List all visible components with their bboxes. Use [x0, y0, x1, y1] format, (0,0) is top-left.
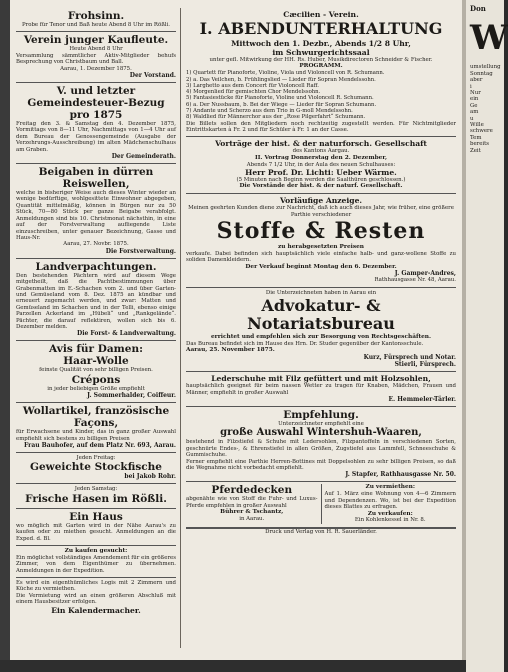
adjacent-text: ein [470, 96, 479, 103]
ad-text: unter gefl. Mitwirkung der HH. Rs. Huber, Musikdirectoren Schneider & Fischer. [209, 57, 433, 63]
ad-text: abgenähte wie von Stoff die Fuhr- und Luxus-Pferde empfehlen in großer Auswahl [186, 496, 318, 509]
ad-text: wo möglich mit Garten wird in der Nähe Aarau's zu kaufen oder zu miethen gesucht. Anmeldungen an die Exped. d. Bl. [16, 522, 176, 542]
ad-text: Die Billets sollen den Mitgliedern noch rechtzeitig zugestellt werden. Für Nichtmitglieder Eintrittskarten à Fr. 2 und für Schüler à Fr. 1 an der Casse. [186, 120, 456, 133]
ad-text: Die Unterzeichneten haben in Aarau ein [265, 289, 377, 296]
ad-text: II. Vortrag Donnerstag den 2. Dezember, [254, 154, 387, 161]
adjacent-masthead-letter: W [470, 18, 508, 59]
ad-title: Zu vermiethen: [365, 484, 416, 491]
ad-title: Zu kaufen gesucht: [64, 548, 128, 555]
ad-signature: Bührer & Tschantz, [220, 509, 284, 516]
ad-text: Herr Prof. Dr. Lichti: Ueber Wärme. [245, 168, 397, 177]
adjacent-text: u [470, 115, 474, 122]
ad-text: hauptsächlich geeignet für beim nassen Wetter zu tragen für Knaben, Mädchen, Frauen und Männer, empfiehlt in großer Auswahl [186, 383, 456, 396]
ad-signature: Frau Bauhofer, auf dem Platz Nr. 693, Aarau. [24, 442, 176, 449]
ad-header: Cæcilien - Verein. [283, 10, 359, 19]
ad-empfehlung [186, 407, 456, 482]
adjacent-page [466, 0, 508, 672]
adjacent-text: Wille [470, 122, 484, 129]
ad-text: Ein Kohlenkessel in Nr. 8. [354, 517, 426, 524]
ad-signature: Die Forst- & Landverwaltung. [77, 330, 176, 338]
ad-signature: Stierli, Fürsprech. [394, 361, 456, 369]
adjacent-header: Don [470, 4, 486, 13]
adjacent-text: aber [470, 77, 483, 84]
ad-subtitle: Crépons [71, 373, 121, 386]
ad-haus [16, 509, 176, 546]
ad-vortraege [186, 137, 456, 194]
ad-beigaben [16, 164, 176, 259]
adjacent-text: Sonntag [470, 70, 493, 77]
ad-text: Den bestehenden Pächtern wird auf diesem Wege mitgetheilt, daß die Pachtbestimmungen über Grabenmatten im E.-Schachen vom 2. und über Garten- und Gemüseland vom 8. Dez. 1875 an kündbar und erneuert zugemacht werden, und zwar: Matten und Gemüseland im Schachen und in der Telli, ebenso einige Parzellen Ackerland im „Hübeli“ und „Rankgelände“. Pächter, die darauf reflektiren, wollen sich bis 6. Dezember melden. [16, 272, 176, 330]
adjacent-text: i [470, 83, 472, 90]
ad-text: Der Verkauf beginnt Montag den 6. Dezember. [245, 263, 397, 270]
program-item: 8) Waldlied für Männerchor aus der „Rose Pilgerfahrt“ Schumann. [186, 114, 366, 121]
ad-text: errichtet und empfehlen sich zur Besorgung von Rechtsgeschäften. [210, 334, 432, 341]
ad-text: Jeden Samstag: [74, 486, 118, 493]
ad-title: Frische Hasen im Rößli. [25, 492, 167, 505]
ad-vorlaeufige-anzeige [186, 194, 456, 288]
ad-title: Pferdedecken [211, 484, 293, 497]
program-item: 1) Quartett für Pianoforte, Violine, Viola und Violoncell von R. Schumann. [186, 70, 385, 77]
ad-title: Geweichte Stockfische [30, 461, 162, 474]
ad-text: Abends 7 1/2 Uhr, in der Aula des neuen Schulhauses: [246, 161, 396, 168]
adjacent-text: Tem [470, 134, 482, 141]
ad-lederschuhe [186, 372, 456, 407]
ad-text: Versammlung sämmtlicher Aktiv-Mitglieder behufs Besprechung von Christbaum und Ball. [16, 52, 176, 66]
ad-signature: J. Gamper-Andres, [394, 270, 456, 278]
ad-subtitle: Mittwoch den 1. Dezbr., Abends 1/2 8 Uhr, [231, 39, 411, 48]
ad-text: Jeden Freitag: [76, 455, 116, 461]
ad-text: Heute Abend 8 Uhr [69, 46, 123, 53]
ad-title: Vorträge der hist. & der naturforsch. Gesellschaft [215, 139, 427, 149]
ad-text: (5 Minuten nach Beginn werden die Saalthüren geschlossen.) [236, 177, 406, 183]
ad-wollartikel [16, 403, 176, 453]
ad-stockfische [16, 453, 176, 484]
ad-address: in Aarau. [239, 516, 265, 523]
program-item: 5) Fantasiestücke für Pianoforte, Violine und Violoncell R. Schumann. [186, 95, 374, 102]
ad-text: Aarau, 27. Novbr. 1875. [63, 241, 129, 248]
column-rule [180, 8, 181, 648]
adjacent-page-text [470, 4, 508, 666]
ad-title: Empfehlung. [283, 409, 359, 422]
ad-title: Vorläufige Anzeige. [279, 196, 363, 206]
program-item: 2) a. Das Veilchen, b. Frühlingslied — Lieder für Sopran Mendelssohn. [186, 76, 376, 83]
ad-text: Probe für Tenor und Baß heute Abend 8 Uhr im Rößli. [22, 22, 170, 28]
ad-text: Unterzeichneter empfiehlt eine [278, 421, 364, 428]
adjacent-text: am [470, 109, 479, 116]
ad-title: Verein junger Kaufleute. [23, 34, 169, 47]
ad-text: Freitag den 3. & Samstag den 4. Dezember 1875, Vormittags von 8—11 Uhr, Nachmittags von 1—4 Uhr auf dem Bureau der Genossengemeinde (Ausgabe der Verzehrungs-Ausschreibung) im alten Mädchenschulhaus am Graben. [16, 121, 176, 153]
ad-subtitle: im Schwurgerichtssaal [272, 48, 370, 57]
ad-signature: Die Vorstände der hist. & der naturf. Gesellschaft. [239, 183, 403, 190]
ad-signature: Der Gemeinderath. [111, 153, 176, 161]
ad-text: zu herabgesetzten Preisen [277, 244, 365, 251]
ad-bottom-row [186, 482, 456, 527]
ad-signature: J. Sommerhalder, Coiffeur. [87, 392, 176, 400]
ad-text: Aarau, 1. Dezember 1875. [60, 65, 132, 72]
ad-logis [16, 578, 176, 618]
ad-text: verkaufe. Dabei befinden sich hauptsächlich viele einfache halb- und ganz-wollene Stoffe zu soliden Damenkleidern. [186, 250, 456, 264]
ad-date: Aarau, 25. November 1875. [186, 347, 275, 354]
ad-text: feinste Qualität von sehr billigen Preisen. [39, 367, 153, 374]
ad-title: Lederschuhe mit Filz gefüttert und mit Holzsohlen, [211, 374, 431, 384]
ad-signature: J. Stapfer, Rathhausgasse Nr. 50. [345, 471, 456, 479]
ad-subtitle: des Kantons Aargau. [292, 148, 350, 155]
ad-headline: große Auswahl Wintershuh-Waaren, [220, 427, 422, 439]
program-heading: PROGRAMM. [299, 63, 343, 70]
ad-text: Auf 1. März eine Wohnung von 4—6 Zimmern und Dependenzen. Wo, ist bei der Expedition dieses Blattes zu erfragen. [324, 491, 456, 511]
ad-text: Ferner empfiehlt eine Parthie Herren-Bottines mit Doppelsohlen zu sehr billigen Preisen, so daß die Wegnahme nicht vorbedacht empfiehlt. [186, 458, 456, 472]
ad-title: Zu verkaufen: [367, 510, 413, 517]
right-column [186, 8, 456, 648]
adjacent-text: umstellung [470, 64, 501, 71]
program-item: 4) Morgenlied für gemischten Chor Mendelssohn. [186, 89, 321, 96]
ad-title: Ein Haus [69, 510, 123, 523]
program-list [186, 70, 456, 120]
ad-signature: Der Vorstand. [129, 72, 176, 80]
ad-caecilien [186, 8, 456, 137]
ad-hasen [16, 484, 176, 508]
ad-text: bestehend in Filzstiefel & Schuhe mit Ledersohlen, Filzpantoffeln in verschiedenen Sorten, geschnürte Endes-, & Ehrenstiefel in allen Größen, Zugstiefel aus Lammfell, Schneeschuhe & Gummischuhe. [186, 439, 456, 459]
ad-signature: Kurz, Fürsprech und Notar. [363, 354, 456, 362]
ad-title: Beigaben in dürren Reiswellen, [38, 166, 154, 191]
ad-title: V. und letzter Gemeindesteuer-Bezug pro 1875 [27, 85, 165, 122]
ad-text: für Erwachsene und Kinder, das in ganz großer Auswahl empfiehlt sich bestens zu billigen Preisen [16, 429, 176, 442]
ad-title: Frohsinn. [67, 10, 125, 22]
ad-zu-kaufen [16, 546, 176, 578]
ad-text: welche in bisheriger Weise auch dieses Winter wieder an wenige bedürftige, wohlgesittete Einwohner abgegeben, Quantität mittelmäßig, können in Bürgen nur zu 50 Stück, 70—80 Stück per ganze Beigabe verabfolgt. Anmeldungen sind bis 10. Christmonat nächsthin, in eine auf der Forstverwaltung aufliegende Liste einzuschreiben, unter genauer Bezeichnung, Gasse und Haus-Nr. [16, 190, 176, 241]
bottom-margin [0, 660, 466, 672]
adjacent-text: Ge [470, 102, 478, 109]
ad-pferdedecken [186, 484, 322, 523]
program-item: 6) a. Der Nussbaum, b. Bei der Wiege — Lieder für Sopran Schumann. [186, 101, 377, 108]
printer-footer: Druck und Verlag von H. R. Sauerländer. [186, 528, 456, 535]
ad-vermieten [325, 484, 457, 523]
newspaper-page [10, 0, 462, 660]
ad-headline: Stoffe & Resten [216, 218, 426, 245]
adjacent-text: Nur [470, 90, 481, 97]
ad-text: Es wird ein eigenthümliches Logis mit 2 Zimmern und Küche zu vermiethen. [16, 580, 176, 593]
ad-landverpachtungen [16, 259, 176, 342]
ad-subtitle: Haar-Wolle [63, 355, 129, 368]
ad-frohsinn [16, 8, 176, 32]
ad-title: Avis für Damen: [49, 343, 143, 356]
ad-signature: Die Forstverwaltung. [105, 247, 176, 255]
ad-signature: E. Hemmeler-Tärler. [388, 396, 456, 404]
ad-address: Rathhausgasse Nr. 48, Aarau. [374, 277, 456, 284]
ad-text: Die Vermietung wird an einen größeren Abschluß mit einem Hausbesitzer erfolgen. [16, 592, 176, 606]
ad-title: I. ABENDUNTERHALTUNG [199, 19, 443, 38]
ad-verein-kaufleute [16, 32, 176, 83]
ad-title: Advokatur- & Notariatsbureau [247, 296, 395, 334]
ad-signature: bei Jakob Rohr. [124, 473, 176, 481]
ad-title: Landverpachtungen. [35, 260, 157, 273]
ad-text: Meinen geehrten Kunden diene zur Nachricht, daß ich auch dieses Jahr, wie früher, eine größere Parthie verschiedener [188, 205, 454, 218]
ad-advokatur [186, 288, 456, 372]
ad-title: Wollartikel, französische Façons, [22, 405, 170, 430]
ad-text: Das Bureau befindet sich im Hause des Hrn. Dr. Studer gegenüber der Kantonsschule. [186, 341, 424, 348]
adjacent-text: schwere [470, 128, 493, 135]
left-margin [0, 0, 10, 672]
ad-gemeindesteuer [16, 83, 176, 164]
left-column [16, 8, 176, 648]
ad-title: Ein Kalendermacher. [51, 605, 141, 615]
ad-text: Ein möglichst vollständiges Amendement für ein größeres Zimmer, von dem Eigenthümer zu übernehmen. Anmeldungen in der Expedition. [16, 554, 176, 574]
program-item: 7) Andante und Scherzo aus dem Trio in G-moll Mendelssohn. [186, 107, 353, 114]
ad-damen [16, 341, 176, 403]
program-item: 3) Larghetto aus dem Concert für Violoncell Raff. [186, 82, 319, 89]
adjacent-text: Zeit [470, 147, 481, 154]
ad-text: in jeder beliebigen Größe empfiehlt [47, 385, 145, 392]
adjacent-text: bereits [470, 141, 490, 148]
